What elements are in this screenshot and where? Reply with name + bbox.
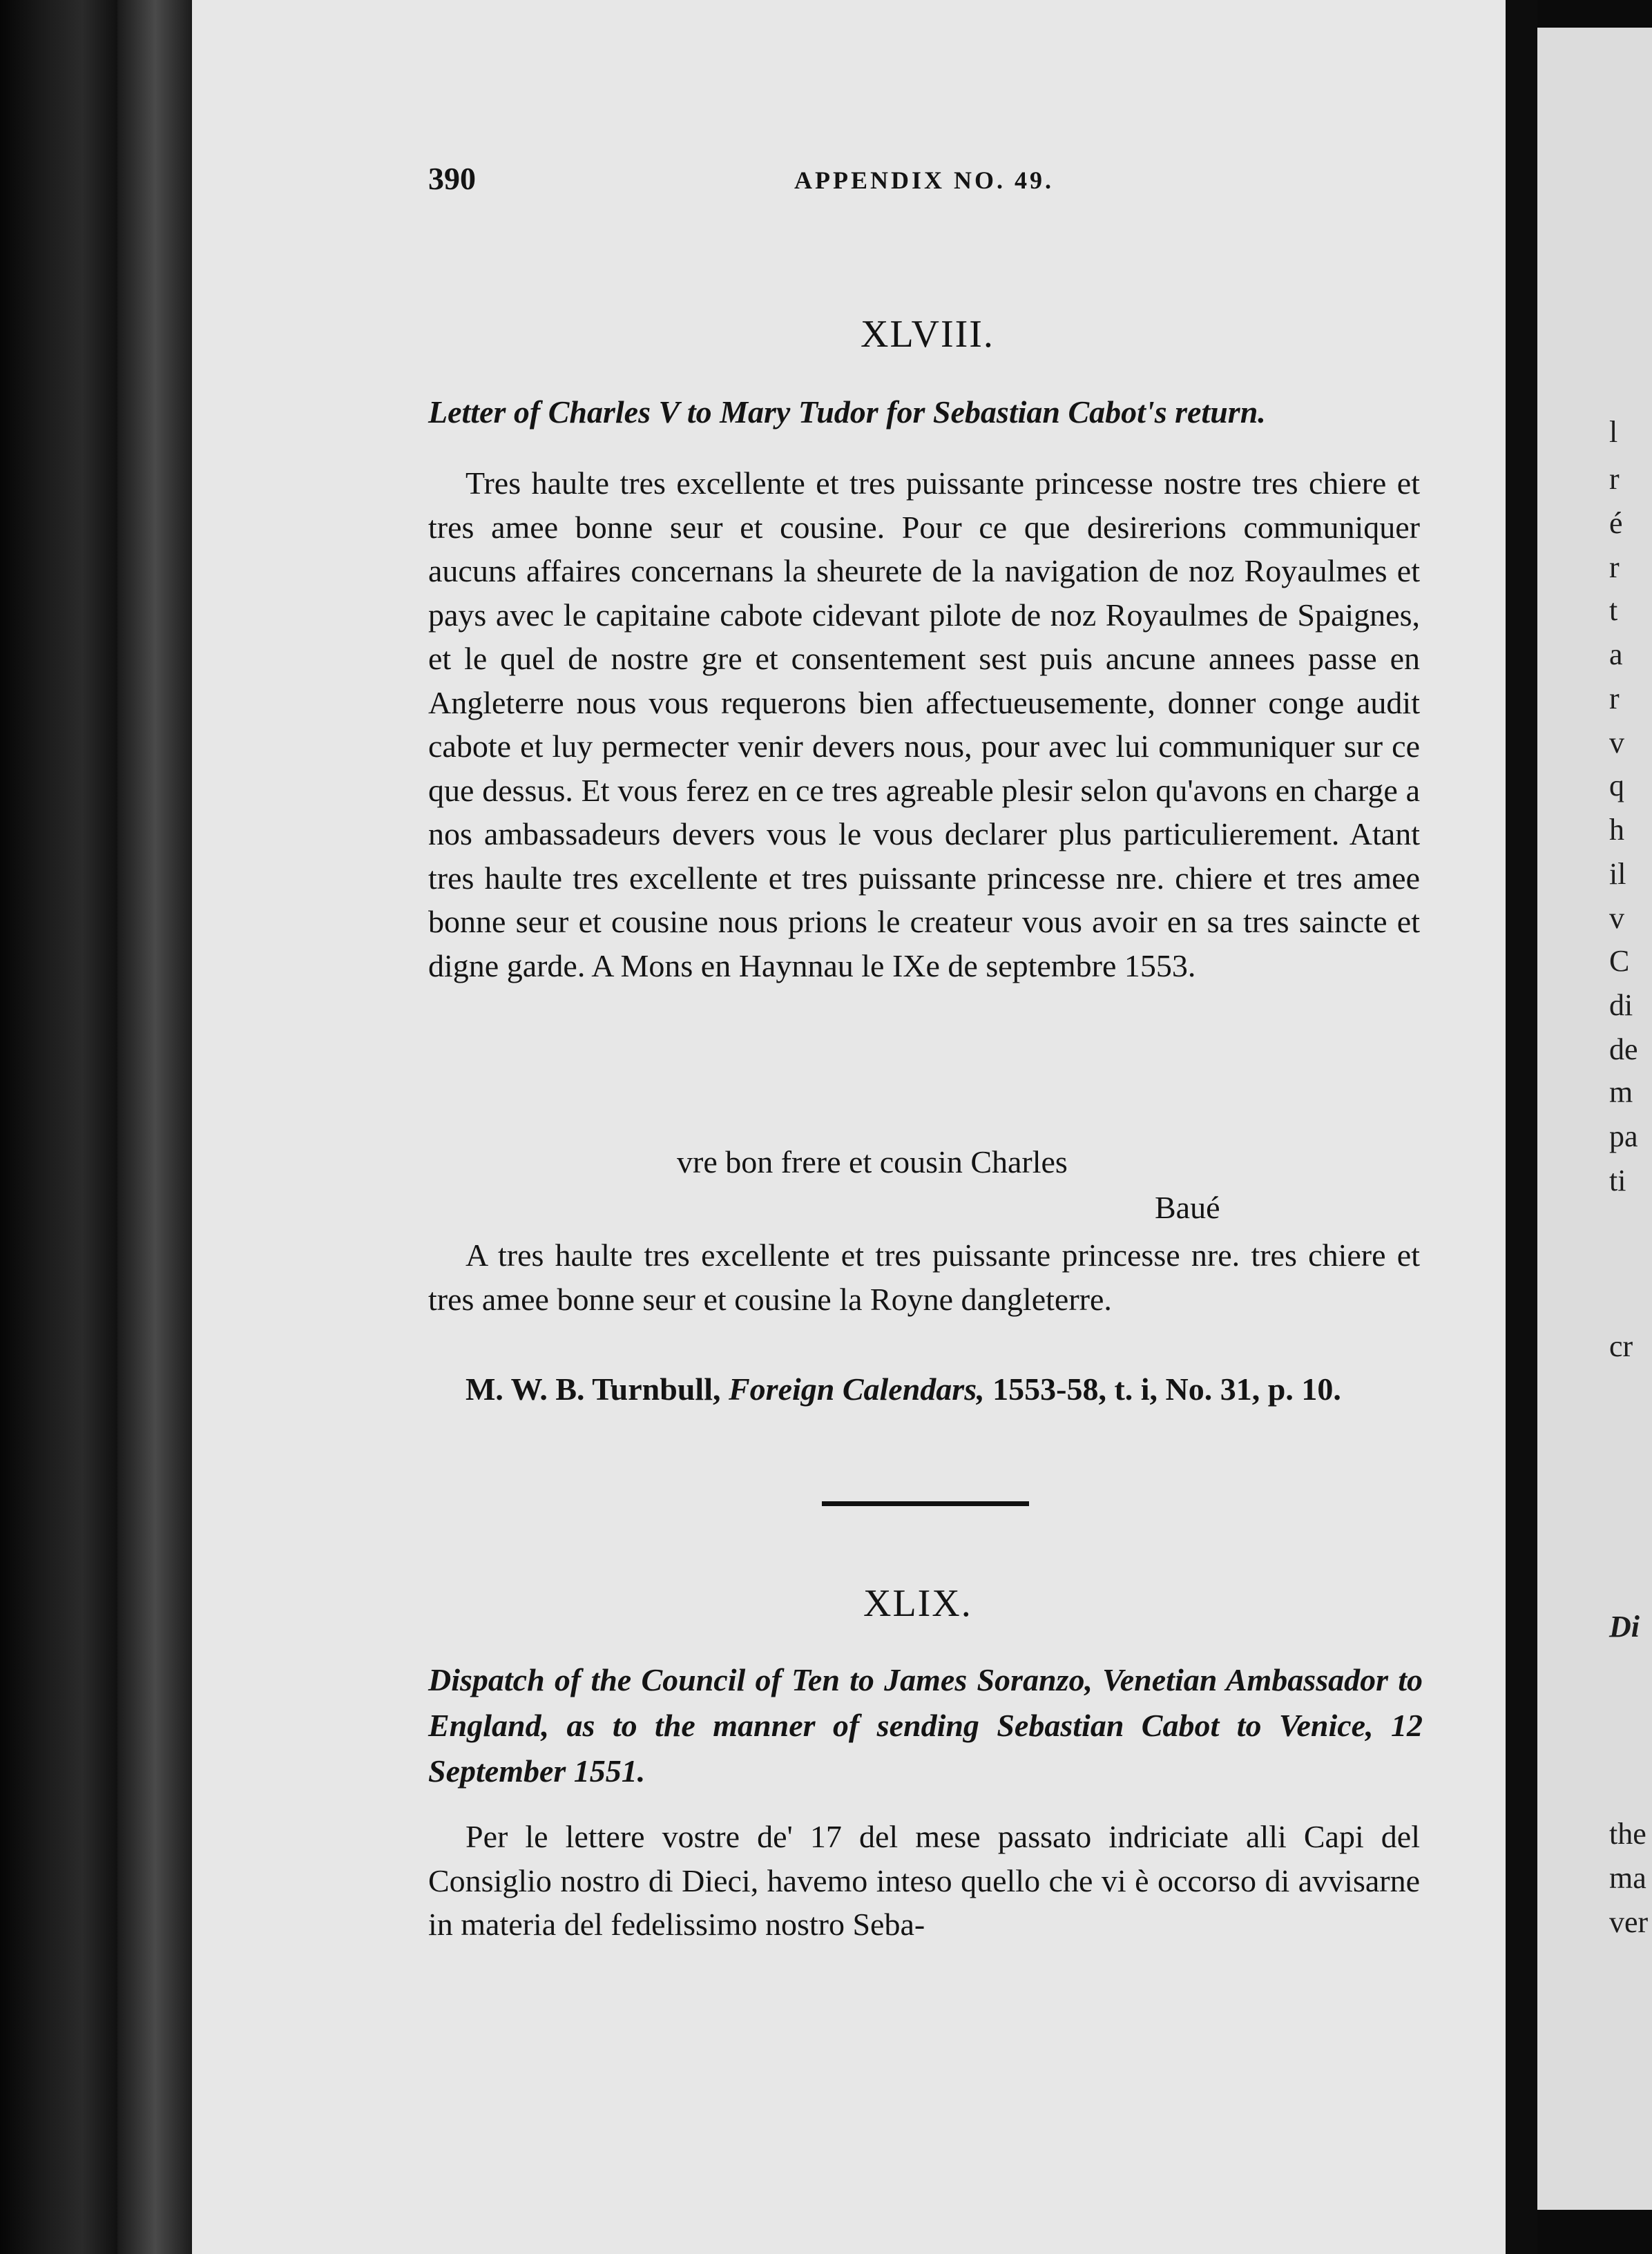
letter-body: Tres haulte tres excellente et tres puissante princesse nostre tres chiere et tres amee bonne seur et cousine. Pour ce que desirerions communiquer aucuns affaires concernans la sheurete de la navigation de noz Royaulmes et pays avec le capitaine cabote cidevant pilote de noz Royaulmes de Spaignes, et le quel de nostre gre et consentement sest puis ancune annees passe en Angleterre nous vous requerons bien affectueusemente, donner conge audit cabote et luy permecter venir devers nous, pour avec lui communiquer sur ce que dessus. Et vous ferez en ce tres agreable plesir selon qu'avons en charge a nos ambassadeurs devers vous le vous declarer plus particulierement. Atant tres haulte tres excellente et tres puissante princesse nre. chiere et tres amee bonne seur et cousine nous prions le createur vous avoir en sa tres saincte et digne garde. A Mons en Haynnau le IXe de septembre 1553. bbox=[428, 465, 1420, 983]
countersign: Baué bbox=[1155, 1190, 1220, 1225]
facing-page-fragment: a bbox=[1609, 637, 1623, 671]
citation-prefix: M. W. B. Turnbull, bbox=[465, 1371, 721, 1407]
facing-page-fragment: é bbox=[1609, 506, 1623, 540]
page-fold-shadow bbox=[1506, 0, 1537, 2254]
facing-page-fragment: r bbox=[1609, 462, 1620, 496]
facing-page-fragment: Di bbox=[1609, 1610, 1640, 1644]
citation-suffix: 1553-58, t. i, No. 31, p. 10. bbox=[992, 1371, 1341, 1407]
binding-edge bbox=[117, 0, 193, 2254]
citation-work: Foreign Calendars, bbox=[728, 1371, 985, 1407]
facing-page-fragment: de bbox=[1609, 1032, 1638, 1066]
facing-page-fragment: ma bbox=[1609, 1861, 1646, 1895]
section-number: XLIX. bbox=[863, 1582, 972, 1625]
facing-page-fragment: r bbox=[1609, 682, 1620, 715]
facing-page-fragment: cr bbox=[1609, 1329, 1633, 1363]
address-line: A tres haulte tres excellente et tres puissante princesse nre. tres chiere et tres amee bonne seur et cousine la Royne dangleterre. bbox=[428, 1237, 1420, 1317]
facing-page-fragment: r bbox=[1609, 550, 1620, 584]
section-subtitle: Dispatch of the Council of Ten to James Soranzo, Venetian Ambassador to England, as to the manner of sending Sebastian Cabot to Venice, 12 September 1551. bbox=[428, 1662, 1423, 1789]
facing-page-fragment: v bbox=[1609, 726, 1624, 760]
section-divider bbox=[822, 1501, 1029, 1506]
binding-gutter bbox=[0, 0, 117, 2254]
facing-page-fragment: di bbox=[1609, 988, 1633, 1022]
running-title: APPENDIX NO. 49. bbox=[794, 166, 1054, 194]
section-number: XLVIII. bbox=[861, 313, 995, 356]
facing-page-fragment: m bbox=[1609, 1075, 1633, 1109]
signature-line: vre bon frere et cousin Charles bbox=[677, 1144, 1068, 1179]
facing-page-fragment: ver bbox=[1609, 1905, 1649, 1939]
facing-page-fragment: v bbox=[1609, 901, 1624, 935]
facing-page-fragment: il bbox=[1609, 857, 1626, 891]
facing-page-fragment: h bbox=[1609, 813, 1624, 847]
dispatch-body: Per le lettere vostre de' 17 del mese passato indriciate alli Capi del Consiglio nostro di Dieci, havemo inteso quello che vi è occorso di avvisarne in materia del fedelissimo nostro Seba- bbox=[428, 1819, 1420, 1942]
facing-page-fragment: q bbox=[1609, 769, 1624, 802]
facing-page-fragment: the bbox=[1609, 1817, 1646, 1851]
facing-page-fragment: pa bbox=[1609, 1119, 1638, 1153]
facing-page-fragment: t bbox=[1609, 593, 1618, 627]
citation bbox=[428, 1367, 1420, 1411]
facing-page-fragment: ti bbox=[1609, 1164, 1626, 1197]
page-number: 390 bbox=[428, 161, 476, 196]
section-subtitle: Letter of Charles V to Mary Tudor for Sebastian Cabot's return. bbox=[428, 394, 1266, 430]
facing-page-fragment: C bbox=[1609, 944, 1630, 978]
facing-page-fragment: l bbox=[1609, 415, 1618, 449]
